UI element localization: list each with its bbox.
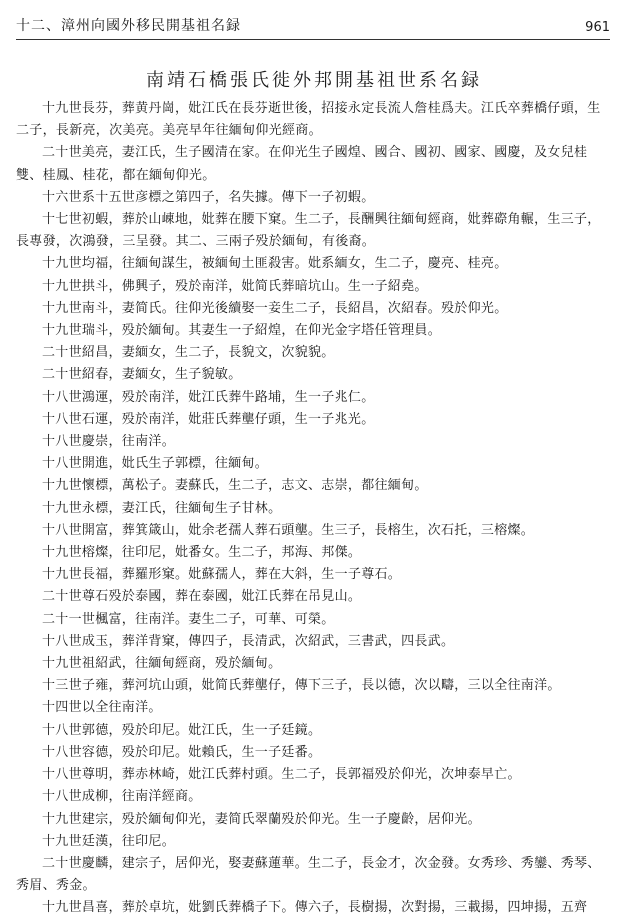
genealogy-entry: 十九世榕燦，往印尼，妣番女。生二子，邦海、邦傑。 (42, 545, 362, 561)
genealogy-entry: 十九世拱斗，佛興子，殁於南洋，妣简氏葬暗坑山。生一子紹堯。 (42, 278, 428, 294)
genealogy-entry: 十九世瑞斗，殁於緬甸。其妻生一子紹煌，在仰光金字塔任管理員。 (42, 323, 442, 339)
genealogy-entry: 十八世石運，殁於南洋，妣莊氏葬壟仔頭，生一子兆光。 (42, 411, 375, 427)
genealogy-entry: 十九世長福，葬羅形窠。妣蘇孺人，葬在大斜，生一子尊石。 (42, 567, 402, 583)
genealogy-entry: 二十世紹春，妻緬女，生子貌敏。 (42, 367, 242, 383)
chapter-title: 十二、漳州向國外移民開基祖名録 (16, 18, 241, 34)
genealogy-entry: 十八世鴻運，殁於南洋，妣江氏葬牛路埔，生一子兆仁。 (42, 389, 375, 405)
section-title: 南靖石橋張氏徙外邦開基祖世系名録 (146, 70, 482, 91)
genealogy-entry: 十九世建宗，殁於緬甸仰光，妻简氏翠蘭殁於仰光。生一子慶齡，居仰光。 (42, 811, 481, 827)
genealogy-entry: 十八世成玉，葬洋背窠，傳四子，長清武，次紹武，三書武，四長武。 (42, 633, 455, 649)
genealogy-entry: 十八世成柳，往南洋經商。 (42, 789, 202, 805)
genealogy-entry: 十九世均福，往緬甸謀生，被緬甸土匪殺害。妣系緬女，生二子，慶亮、桂亮。 (42, 256, 508, 272)
genealogy-entry: 十七世初蝦，葬於山崠地，妣葬在腰下窠。生二子，長酬興往緬甸經商，妣葬磜角輾，生三子，長專發，次鴻發，三呈發。其二、三兩子殁於緬甸，有後裔。 (16, 212, 601, 250)
genealogy-entry: 十九世永標，妻江氏，往緬甸生子甘林。 (42, 500, 282, 516)
genealogy-entry: 十九世祖紹武，往緬甸經商，殁於緬甸。 (42, 656, 282, 672)
genealogy-entry: 十八世容德，殁於印尼。妣賴氏，生一子廷番。 (42, 744, 322, 760)
genealogy-entry: 十六世系十五世彦標之第四子，名失據。傳下一子初蝦。 (42, 189, 375, 205)
genealogy-entry: 十九世長芬，葬黄丹崗，妣江氏在長芬逝世後，招接永定長流人詹桂爲夫。江氏卒葬橋仔頭，生二子，長新亮，次美亮。美亮早年往緬甸仰光經商。 (16, 101, 601, 139)
genealogy-entry: 十四世以全往南洋。 (42, 700, 162, 716)
genealogy-entry: 十九世南斗，妻简氏。往仰光後續娶一妾生二子，長紹昌，次紹春。殁於仰光。 (42, 300, 508, 316)
genealogy-entry: 十九世懷標，萬松子。妻蘇氏，生二子，志文、志崇，都往緬甸。 (42, 478, 428, 494)
genealogy-entry: 二十世尊石殁於泰國，葬在泰國，妣江氏葬在吊見山。 (42, 589, 362, 605)
genealogy-entry: 二十一世楓富，往南洋。妻生二子，可華、可榮。 (42, 611, 335, 627)
genealogy-entry: 十三世子雍，葬河坑山頭，妣简氏葬壟仔，傳下三子，長以德，次以疇，三以全往南洋。 (42, 678, 561, 694)
genealogy-entry: 十九世昌喜，葬於卓坑，妣劉氏葬橋子下。傳六子，長樹揚，次對揚，三載揚，四坤揚，五齊 (42, 900, 588, 916)
genealogy-entry: 十八世開進，妣氏生子郭標，往緬甸。 (42, 456, 269, 472)
genealogy-entry: 十九世廷漢，往印尼。 (42, 833, 176, 849)
genealogy-entry: 二十世美亮，妻江氏，生子國清在家。在仰光生子國煌、國合、國初、國家、國慶，及女兒桂雙、桂鳳、桂花，都在緬甸仰光。 (16, 145, 588, 183)
genealogy-entry: 十八世郭德，殁於印尼。妣江氏，生一子廷鏡。 (42, 722, 322, 738)
genealogy-entry: 十八世開富，葬箕箴山，妣余老孺人葬石頭壟。生三子，長榕生，次石托，三榕燦。 (42, 522, 535, 538)
genealogy-entry: 十八世尊明，葬赤林崎，妣江氏葬村頭。生二子，長郭福殁於仰光，次坤泰早亡。 (42, 767, 521, 783)
genealogy-entry: 二十世紹昌，妻緬女，生二子，長貌文，次貌貌。 (42, 345, 335, 361)
page-number: 961 (585, 20, 610, 35)
genealogy-entry: 十八世慶崇，往南洋。 (42, 434, 176, 450)
genealogy-list (16, 98, 608, 920)
genealogy-entry: 二十世慶麟，建宗子，居仰光，娶妻蘇蓮華。生二子，長金才，次金發。女秀珍、秀鑾、秀琴、秀眉、秀金。 (16, 855, 601, 894)
running-header (16, 10, 610, 40)
